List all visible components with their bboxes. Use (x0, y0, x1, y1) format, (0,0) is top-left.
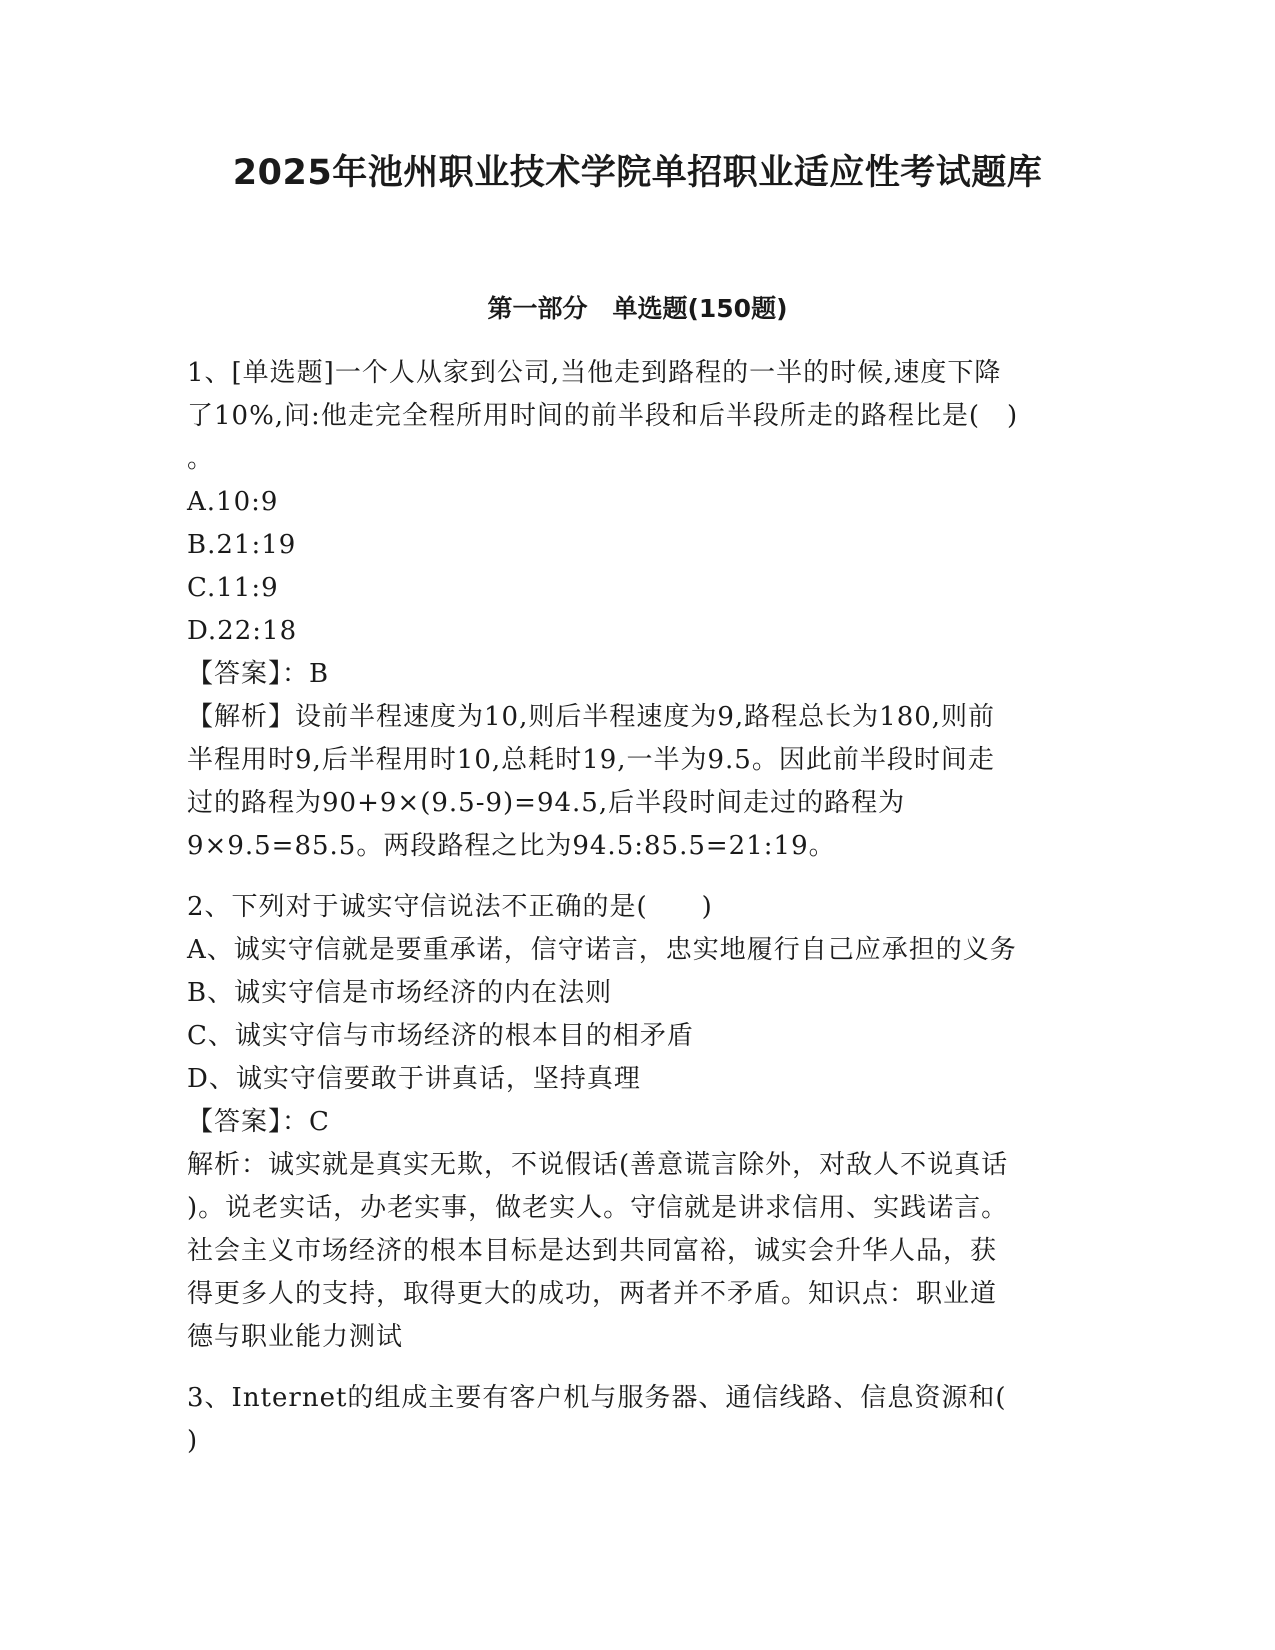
option-c: C.11:9 (187, 573, 279, 603)
analysis (187, 1144, 1092, 1359)
analysis-line: 解析：诚实就是真实无欺，不说假话(善意谎言除外，对敌人不说真话 (187, 1150, 1009, 1180)
stem-line: 1、[单选题]一个人从家到公司,当他走到路程的一半的时候,速度下降 (187, 358, 1002, 388)
option-c: C、诚实守信与市场经济的根本目的相矛盾 (187, 1021, 694, 1051)
analysis-line: 过的路程为90+9×(9.5-9)=94.5,后半段时间走过的路程为 (187, 788, 906, 818)
option-b: B、诚实守信是市场经济的内在法则 (187, 978, 613, 1008)
analysis-line: 9×9.5=85.5。两段路程之比为94.5:85.5=21:19。 (187, 831, 836, 861)
question-stem (187, 1377, 1092, 1463)
question-3 (187, 1377, 1092, 1463)
analysis-line: 社会主义市场经济的根本目标是达到共同富裕，诚实会升华人品，获 (187, 1236, 998, 1266)
analysis-line: 【解析】设前半程速度为10,则后半程速度为9,路程总长为180,则前 (187, 702, 996, 732)
stem-line: 。 (187, 444, 215, 474)
question-2 (187, 886, 1092, 1359)
document-title: 2025年池州职业技术学院单招职业适应性考试题库 (232, 153, 1043, 193)
option-d: D.22:18 (187, 616, 298, 646)
question-stem (187, 886, 1092, 929)
section-heading: 第一部分 单选题(150题) (487, 294, 788, 323)
answer: 【答案】：C (187, 1107, 330, 1137)
option-a: A、诚实守信就是要重承诺，信守诺言，忠实地履行自己应承担的义务 (187, 935, 1017, 965)
question-1 (187, 352, 1092, 868)
analysis-line: 半程用时9,后半程用时10,总耗时19,一半为9.5。因此前半段时间走 (187, 745, 995, 775)
stem-line: 3、Internet的组成主要有客户机与服务器、通信线路、信息资源和( (187, 1383, 1007, 1413)
option-b: B.21:19 (187, 530, 297, 560)
question-stem (187, 352, 1092, 481)
question-list (187, 352, 1092, 1481)
stem-line: 了10%,问:他走完全程所用时间的前半段和后半段所走的路程比是( ) (187, 401, 1019, 431)
option-a: A.10:9 (187, 487, 279, 517)
analysis-line: 德与职业能力测试 (187, 1322, 404, 1352)
stem-line: ) (187, 1426, 199, 1456)
answer: 【答案】：B (187, 659, 330, 689)
stem-line: 2、下列对于诚实守信说法不正确的是( ) (187, 892, 713, 922)
analysis-line: 得更多人的支持，取得更大的成功，两者并不矛盾。知识点：职业道 (187, 1279, 998, 1309)
option-d: D、诚实守信要敢于讲真话，坚持真理 (187, 1064, 641, 1094)
analysis-line: )。说老实话，办老实事，做老实人。守信就是讲求信用、实践诺言。 (187, 1193, 1009, 1223)
analysis (187, 696, 1092, 868)
